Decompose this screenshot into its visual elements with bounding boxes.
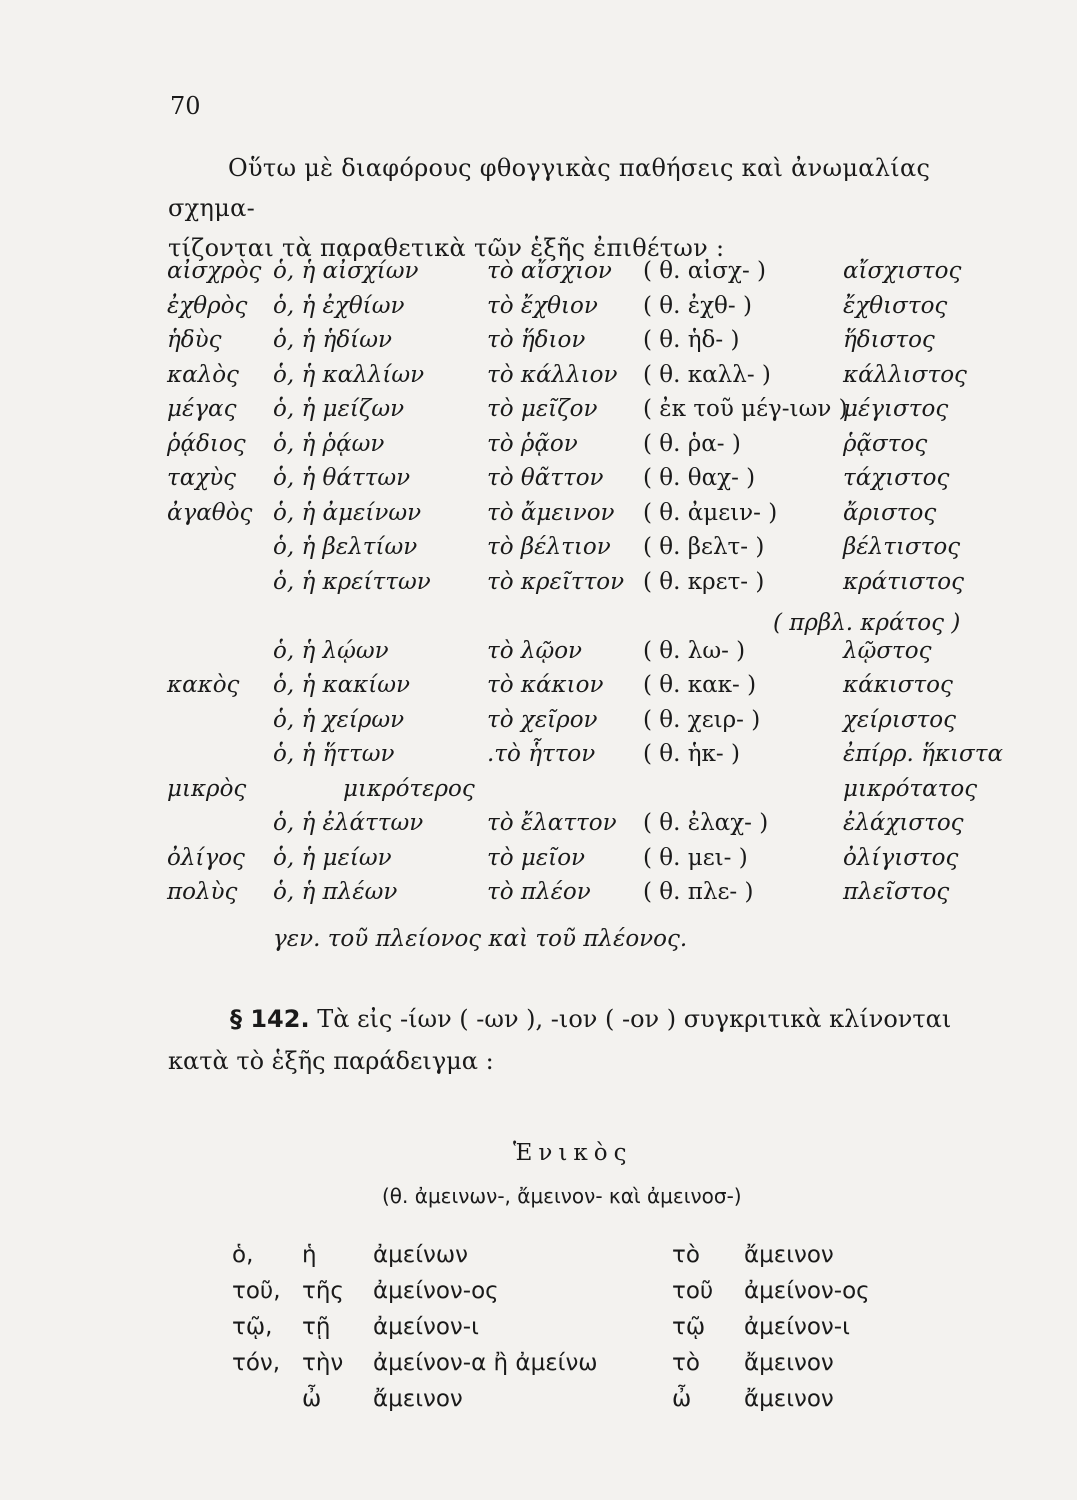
article-m-cell: τοῦ,	[232, 1278, 281, 1304]
superlative-cell: λῷστος	[843, 637, 932, 664]
article-n-cell: τοῦ	[672, 1278, 714, 1304]
comparative-mf-cell: ὁ, ἡ κακίων	[273, 672, 411, 698]
table-row	[0, 776, 1077, 810]
superlative-cell: ἐπίρρ. ἥκιστα	[843, 741, 1003, 767]
positive-cell: κακὸς	[167, 672, 240, 698]
table-row	[0, 707, 1077, 741]
stem-cell: ( θ. πλε- )	[643, 879, 754, 905]
superlative-cell: κράτιστος	[843, 568, 965, 595]
article-m-cell: τόν,	[232, 1350, 281, 1376]
comparative-neuter-cell: τὸ μεῖζον	[487, 396, 598, 422]
comparative-neuter-cell: τὸ θᾶττον	[487, 465, 604, 491]
positive-cell: ῥᾴδιος	[167, 430, 246, 457]
positive-cell: ταχὺς	[167, 465, 237, 491]
article-m-cell: τῷ,	[232, 1314, 273, 1340]
table-row	[0, 396, 1077, 430]
comparative-mf-cell: ὁ, ἡ καλλίων	[273, 361, 425, 388]
comparative-mf-cell: ὁ, ἡ αἰσχίων	[273, 258, 419, 284]
intro-paragraph	[168, 148, 1008, 268]
comparative-neuter-cell: τὸ κάλλιον	[487, 361, 618, 388]
comparative-mf-cell: μικρότερος	[343, 775, 475, 802]
comparative-neuter-cell: τὸ ἔχθιον	[487, 292, 598, 319]
stem-cell: ( θ. κρετ- )	[643, 568, 765, 595]
stem-cell: ( θ. λω- )	[643, 637, 746, 664]
positive-cell: ἡδὺς	[167, 327, 222, 353]
comparative-mf-cell: ὁ, ἡ ἐχθίων	[273, 292, 405, 319]
article-f-cell: τῆς	[302, 1278, 344, 1304]
positive-cell: ὀλίγος	[167, 844, 245, 871]
table-row	[0, 258, 1077, 292]
comparative-mf-cell: ὁ, ἡ θάττων	[273, 465, 411, 491]
positive-cell: πολὺς	[167, 879, 238, 905]
positive-cell: αἰσχρὸς	[167, 258, 262, 284]
article-n-cell: τὸ	[672, 1242, 700, 1268]
table-row	[0, 741, 1077, 775]
superlative-cell: ἥδιστος	[843, 327, 935, 353]
stem-cell: ( θ. ἐχθ- )	[643, 292, 752, 319]
form-mf-cell: ἀμείνον-ι	[373, 1314, 479, 1340]
article-n-cell: τὸ	[672, 1350, 700, 1376]
form-mf-cell: ἀμείνον-α ἢ ἀμείνω	[373, 1350, 598, 1376]
positive-cell: μέγας	[167, 396, 237, 422]
form-n-cell: ἄμεινον	[744, 1242, 834, 1268]
section-text-2: κατὰ τὸ ἑξῆς παράδειγμα :	[168, 1047, 494, 1075]
table-row	[0, 293, 1077, 327]
genitive-note: γεν. τοῦ πλείονος καὶ τοῦ πλέονος.	[273, 926, 688, 952]
stems-note: (θ. ἀμεινων-, ἄμεινον- καὶ ἀμεινοσ-)	[382, 1184, 742, 1208]
comparative-neuter-cell: τὸ ἄμεινον	[487, 499, 615, 526]
kratos-note: ( πρβλ. κράτος )	[773, 610, 961, 636]
comparative-mf-cell: ὁ, ἡ λῴων	[273, 637, 389, 664]
table-row	[0, 672, 1077, 706]
stem-cell: ( θ. ἡκ- )	[643, 741, 740, 767]
superlative-cell: κάλλιστος	[843, 361, 967, 388]
table-row	[0, 465, 1077, 499]
stem-cell: ( θ. ἐλαχ- )	[643, 810, 769, 836]
superlative-cell: ἐλάχιστος	[843, 810, 964, 836]
comparative-mf-cell: ὁ, ἡ μείων	[273, 844, 392, 871]
genitive-note-row	[0, 926, 1077, 960]
superlative-cell: ἔχθιστος	[843, 292, 948, 319]
positive-cell: ἀγαθὸς	[167, 499, 253, 526]
stem-cell: ( ἐκ τοῦ μέγ-ιων )	[643, 396, 848, 422]
stem-cell: ( θ. καλλ- )	[643, 361, 771, 388]
stem-cell: ( θ. ἡδ- )	[643, 327, 740, 353]
comparative-mf-cell: ὁ, ἡ ἥττων	[273, 741, 395, 767]
comparative-neuter-cell: τὸ πλέον	[487, 879, 591, 905]
form-n-cell: ἀμείνον-ι	[744, 1314, 850, 1340]
comparative-mf-cell: ὁ, ἡ πλέων	[273, 879, 398, 905]
positive-cell: ἐχθρὸς	[167, 292, 248, 319]
superlative-cell: πλεῖστος	[843, 879, 950, 905]
form-mf-cell: ἄμεινον	[373, 1386, 463, 1412]
table-row	[0, 569, 1077, 603]
singular-heading: Ἑνικὸς	[513, 1140, 633, 1166]
section-sign: § 142.	[230, 1005, 310, 1033]
superlative-cell: βέλτιστος	[843, 534, 961, 560]
table-row	[0, 879, 1077, 913]
comparative-mf-cell: ὁ, ἡ μείζων	[273, 396, 405, 422]
comparative-neuter-cell: .τὸ ἧττον	[487, 741, 596, 767]
comparative-mf-cell: ὁ, ἡ ἀμείνων	[273, 499, 422, 526]
superlative-cell: αἴσχιστος	[843, 258, 962, 284]
article-f-cell: τὴν	[302, 1350, 344, 1376]
comparative-mf-cell: ὁ, ἡ βελτίων	[273, 534, 418, 560]
comparative-mf-cell: ὁ, ἡ χείρων	[273, 706, 405, 733]
form-mf-cell: ἀμείνον-ος	[373, 1278, 499, 1304]
article-m-cell: ὁ,	[232, 1242, 254, 1268]
comparative-mf-cell: ὁ, ἡ ἡδίων	[273, 327, 392, 353]
comparative-neuter-cell: τὸ κάκιον	[487, 672, 604, 698]
declension-row	[0, 1386, 1077, 1422]
comparative-neuter-cell: τὸ μεῖον	[487, 844, 586, 871]
declension-row	[0, 1242, 1077, 1278]
comparative-neuter-cell: τὸ ἔλαττον	[487, 810, 617, 836]
stem-cell: ( θ. μει- )	[643, 844, 748, 871]
comparative-neuter-cell: τὸ βέλτιον	[487, 534, 611, 560]
article-f-cell: ἡ	[302, 1242, 317, 1268]
table-row	[0, 431, 1077, 465]
section-142	[168, 998, 1018, 1082]
superlative-cell: ῥᾷστος	[843, 430, 928, 457]
form-n-cell: ἀμείνον-ος	[744, 1278, 870, 1304]
article-n-cell: τῷ	[672, 1314, 706, 1340]
superlative-cell: χείριστος	[843, 706, 956, 733]
comparative-neuter-cell: τὸ ἥδιον	[487, 327, 586, 353]
superlative-cell: μέγιστος	[843, 396, 949, 422]
superlative-cell: ὀλίγιστος	[843, 844, 959, 871]
stem-cell: ( θ. ῥα- )	[643, 430, 741, 457]
stem-cell: ( θ. χειρ- )	[643, 706, 761, 733]
stem-cell: ( θ. αἰσχ- )	[643, 258, 766, 284]
stem-cell: ( θ. βελτ- )	[643, 534, 765, 560]
kratos-note-row	[0, 610, 1077, 644]
table-row	[0, 362, 1077, 396]
form-n-cell: ἄμεινον	[744, 1386, 834, 1412]
section-text-1: Τὰ εἰς -ίων ( -ων ), -ιον ( -ον ) συγκριτικὰ κλίνονται	[317, 1005, 952, 1033]
article-f-cell: ὦ	[302, 1386, 322, 1412]
form-mf-cell: ἀμείνων	[373, 1242, 468, 1268]
article-n-cell: ὦ	[672, 1386, 692, 1412]
intro-line-2: τίζονται τὰ παραθετικὰ τῶν ἑξῆς ἐπιθέτων :	[168, 234, 725, 262]
superlative-cell: ἄριστος	[843, 499, 937, 526]
positive-cell: μικρὸς	[167, 775, 247, 802]
table-row	[0, 327, 1077, 361]
superlative-cell: τάχιστος	[843, 465, 950, 491]
positive-cell: καλὸς	[167, 361, 239, 388]
declension-row	[0, 1350, 1077, 1386]
intro-line-1: Οὕτω μὲ διαφόρους φθογγικὰς παθήσεις καὶ ἀνωμαλίας σχημα-	[168, 154, 931, 222]
comparative-mf-cell: ὁ, ἡ κρείττων	[273, 568, 431, 595]
comparative-mf-cell: ὁ, ἡ ῥᾴων	[273, 430, 385, 457]
article-f-cell: τῇ	[302, 1314, 331, 1340]
stem-cell: ( θ. κακ- )	[643, 672, 757, 698]
comparative-neuter-cell: τὸ κρεῖττον	[487, 568, 625, 595]
table-row	[0, 500, 1077, 534]
stem-cell: ( θ. θαχ- )	[643, 465, 756, 491]
comparative-neuter-cell: τὸ χεῖρον	[487, 706, 598, 733]
form-n-cell: ἄμεινον	[744, 1350, 834, 1376]
page-number: 70	[170, 92, 201, 120]
superlative-cell: κάκιστος	[843, 672, 953, 698]
comparative-neuter-cell: τὸ λῷον	[487, 637, 583, 664]
superlative-cell: μικρότατος	[843, 775, 978, 802]
table-row	[0, 810, 1077, 844]
comparative-mf-cell: ὁ, ἡ ἐλάττων	[273, 810, 424, 836]
stem-cell: ( θ. ἀμειν- )	[643, 499, 778, 526]
declension-row	[0, 1278, 1077, 1314]
comparative-neuter-cell: τὸ ῥᾷον	[487, 430, 578, 457]
table-row	[0, 845, 1077, 879]
declension-row	[0, 1314, 1077, 1350]
table-row	[0, 534, 1077, 568]
comparative-neuter-cell: τὸ αἴσχιον	[487, 258, 612, 284]
